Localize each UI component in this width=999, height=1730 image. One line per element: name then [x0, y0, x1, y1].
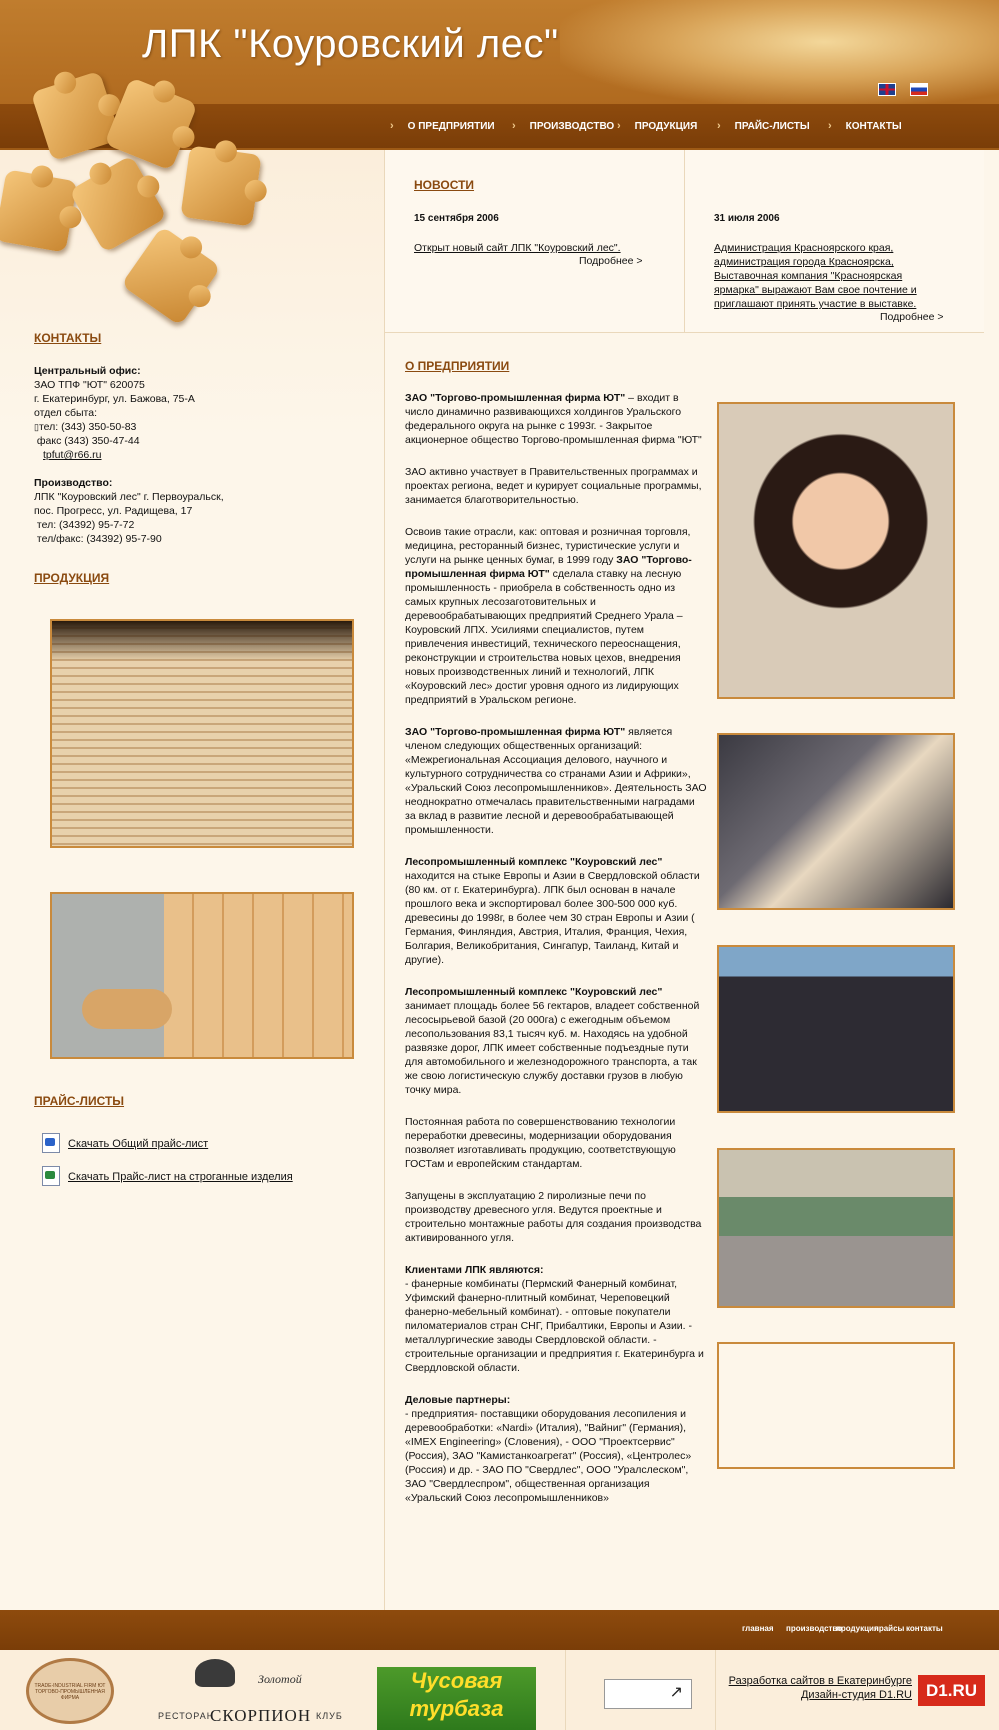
excel-doc-icon[interactable]: [42, 1166, 60, 1186]
counter-badge[interactable]: [604, 1679, 692, 1709]
boards-texture: [164, 894, 352, 1057]
nav-prices[interactable]: › ПРАЙС-ЛИСТЫ: [717, 120, 810, 132]
footer-divider: [715, 1650, 716, 1730]
boards-photo[interactable]: [50, 892, 354, 1059]
about-title[interactable]: О ПРЕДПРИЯТИИ: [405, 359, 510, 373]
puzzle-decoration: [0, 40, 270, 330]
word-doc-icon[interactable]: [42, 1133, 60, 1153]
footer-nav-bar: [0, 1610, 999, 1650]
products-title[interactable]: ПРОДУКЦИЯ: [34, 571, 110, 585]
news-more-link[interactable]: Подробнее >: [579, 255, 643, 267]
about-paragraph: ЗАО "Торгово-промышленная фирма ЮТ" – входит в число динамично развивающихся холдингов Уральского федерального округа на рынке с 1993г. - Закрытое акционерное общество Торгово-промышленная фирма "ЮТ": [405, 392, 702, 446]
about-paragraph: Запущены в эксплуатацию 2 пиролизные печи по производству древесного угля. Ведутся проектные и строительно монтажные работы для создания производства активированного угля.: [405, 1190, 702, 1244]
column-divider: [384, 150, 385, 1610]
nav-production[interactable]: › ПРОИЗВОДСТВО: [512, 120, 614, 132]
studio-credit-link[interactable]: Дизайн-студия D1.RU: [800, 1689, 912, 1701]
news-date: 15 сентября 2006: [414, 213, 499, 224]
news-link[interactable]: Администрация Красноярского края, администрация города Красноярска, Выставочная компания "Красноярская ярмарка" выражают Вам свое почтение и приглашают принять участие в выставке.: [714, 242, 917, 310]
nav-about[interactable]: › О ПРЕДПРИЯТИИ: [390, 120, 495, 132]
download-planed-price-link[interactable]: Скачать Прайс-лист на строганные изделия: [68, 1171, 293, 1183]
officials-visit-photo[interactable]: [717, 733, 955, 910]
news-link[interactable]: Открыт новый сайт ЛПК "Коуровский лес".: [414, 242, 621, 254]
workshop-photo[interactable]: [717, 1148, 955, 1308]
puzzle-piece-icon: [104, 77, 198, 171]
log-shape: [82, 989, 172, 1029]
lumber-warehouse-photo[interactable]: [717, 1342, 955, 1469]
exhibition-photo[interactable]: [717, 945, 955, 1113]
prices-title[interactable]: ПРАЙС-ЛИСТЫ: [34, 1094, 125, 1108]
puzzle-piece-icon: [121, 226, 221, 326]
chusovaya-logo[interactable]: Чусовая турбаза: [377, 1667, 536, 1730]
production-line: тел: (34392) 95-7-72: [34, 519, 135, 531]
dev-credit-link[interactable]: Разработка сайтов в Екатеринбурге: [728, 1675, 912, 1687]
clients-paragraph: Клиентами ЛПК являются: - фанерные комбинаты (Пермский Фанерный комбинат, Уфимский фанерно-плитный комбинат, Череповецкий фанерно-мебельный комбинат). - оптовые покупатели пиломатериалов стран СНГ, Прибалтики, Европы и Азии. - металлургические заводы Свердловской области. - строительные организации и предприятия г. Екатеринбурга и Свердловской области.: [405, 1264, 704, 1374]
d1-logo[interactable]: D1.RU: [918, 1675, 985, 1706]
footer-nav-item[interactable]: контакты: [906, 1624, 943, 1633]
puzzle-piece-icon: [180, 145, 261, 226]
about-paragraph: Лесопромышленный комплекс "Коуровский лес" находится на стыке Европы и Азии в Свердловской области (80 км. от г. Екатеринбурга). ЛПК был основан в начале прошлого века и экспортировал более 300-500 000 куб. древесины до 1998г, в более чем 30 стран Европы и Азии ( Германия, Финляндия, Австрия, Италия, Франция, Чехия, Болгария, Великобритания, Сингапур, Таиланд, Китай и другие).: [405, 856, 700, 966]
office-heading: Центральный офис:: [34, 365, 141, 377]
arrow-up-right-icon: ↗: [669, 1684, 683, 1701]
footer-divider: [565, 1650, 566, 1730]
puzzle-piece-icon: [31, 71, 122, 162]
about-paragraph: Постоянная работа по совершенствованию технологии переработки древесины, модернизации оборудования позволяет изготавливать продукцию, соответствующую ГОСТам и европейским стандартам.: [405, 1116, 676, 1170]
scorpion-club-text: КЛУБ: [316, 1711, 343, 1721]
director-portrait-photo[interactable]: [717, 402, 955, 699]
about-text: [405, 391, 707, 1505]
yut-logo[interactable]: TRADE-INDUSTRIAL FIRM ЮТ ТОРГОВО-ПРОМЫШЛЕННАЯ ФИРМА: [26, 1658, 114, 1724]
spacer: [34, 462, 364, 476]
header-wheat-glow: [560, 0, 999, 105]
email-link[interactable]: tpfut@r66.ru: [43, 449, 102, 461]
office-line: г. Екатеринбург, ул. Бажова, 75-А: [34, 393, 195, 405]
scorpion-restaurant-text: РЕСТОРАН: [158, 1711, 215, 1721]
download-general-price-link[interactable]: Скачать Общий прайс-лист: [68, 1138, 209, 1150]
office-line: факс (343) 350-47-44: [34, 435, 140, 447]
phone-line: ▯тел: (343) 350-50-83: [34, 421, 137, 433]
footer-nav-item[interactable]: продукция: [836, 1624, 879, 1633]
news-separator: [684, 150, 685, 332]
puzzle-piece-icon: [0, 169, 78, 252]
lumber-stack-photo[interactable]: [50, 619, 354, 848]
footer-nav-item[interactable]: главная: [742, 1624, 774, 1633]
footer-nav-item[interactable]: прайсы: [874, 1624, 905, 1633]
scorpion-icon: [195, 1659, 235, 1687]
phone-icon: ▯: [34, 422, 39, 432]
news-more-link[interactable]: Подробнее >: [880, 311, 944, 323]
about-paragraph: ЗАО "Торгово-промышленная фирма ЮТ" является членом следующих общественных организаций: «Межрегиональная Ассоциация делового, научного и культурного сотрудничества со странами Азии и Африки», «Уральский Союз лесопромышленников». Деятельность ЗАО неоднократно отмечалась правительственными наградами за вклад в развитие лесной и деревообрабатывающей промышленности.: [405, 726, 707, 836]
nav-contacts[interactable]: › КОНТАКТЫ: [828, 120, 902, 132]
scorpion-golden-text: Золотой: [258, 1672, 302, 1686]
news-title[interactable]: НОВОСТИ: [414, 178, 475, 192]
production-line: ЛПК "Коуровский лес" г. Первоуральск,: [34, 491, 224, 503]
contacts-title[interactable]: КОНТАКТЫ: [34, 331, 102, 345]
office-line: отдел сбыта:: [34, 407, 97, 419]
about-paragraph: Освоив такие отрасли, как: оптовая и розничная торговля, медицина, ресторанный бизнес, туристические услуги и услуги на рынке ценных бумаг, в 1999 году ЗАО "Торгово-промышленная фирма ЮТ" сделала ставку на лесную промышленность - приобрела в собственность одно из самых крупных лесозаготовительных и деревообрабатывающих предприятий Среднего Урала – Коуровский ЛПХ. Усилиями специалистов, путем привлечения инвестиций, технического переоснащения, реконструкции и строительства новых цехов, внедрения новых производственных линий и технологий, ЛПК «Коуровский лес» достиг уровня одного из лидирующих предприятий в Уральском регионе.: [405, 526, 692, 706]
footer-nav-item[interactable]: производство: [786, 1624, 843, 1633]
about-paragraph: Лесопромышленный комплекс "Коуровский лес" занимает площадь более 56 гектаров, владеет собственной лесосырьевой базой (20 000га) с ежегодным объемом лесопользования 83,1 тысяч куб. м. Находясь на удобной развязке дорог, ЛПК имеет собственные подъездные пути для автомобильного и железнодорожного транспорта, а так же свою логистическую службу доставки грузов в любую точку мира.: [405, 986, 700, 1096]
office-line: ЗАО ТПФ "ЮТ" 620075: [34, 379, 145, 391]
footer-logos: [0, 1650, 999, 1730]
flag-ru-icon[interactable]: [910, 83, 928, 96]
site-title: ЛПК "Коуровский лес": [142, 22, 559, 66]
scorpion-logo[interactable]: СКОРПИОН: [210, 1706, 312, 1725]
nav-products[interactable]: › ПРОДУКЦИЯ: [617, 120, 697, 132]
flag-en-icon[interactable]: [878, 83, 896, 96]
production-line: тел/факс: (34392) 95-7-90: [34, 533, 162, 545]
about-paragraph: ЗАО активно участвует в Правительственных программах и проектах региона, ведет и курирует социальные программы, занимается благотворительностью.: [405, 466, 702, 506]
photo-shadow: [52, 621, 352, 661]
partners-paragraph: Деловые партнеры: - предприятия- поставщики оборудования лесопиления и деревообработки: «Nardi» (Италия), "Вайниг" (Германия), «IMEX Engineering» (Словения), - ООО "Проектсервис" (Россия), ЗАО "Камистанкоагрегат" (Россия), «Центролес» (Россия) и др. - ЗАО ПО "Свердлес", ООО "Уралслеском", ЗАО "Свердлеспром", общественная организация «Уральский Союз лесопромышленников»: [405, 1394, 692, 1504]
production-line: пос. Прогресс, ул. Радищева, 17: [34, 505, 193, 517]
news-date: 31 июля 2006: [714, 213, 780, 224]
contacts-block: [34, 364, 364, 546]
production-heading: Производство:: [34, 477, 113, 489]
